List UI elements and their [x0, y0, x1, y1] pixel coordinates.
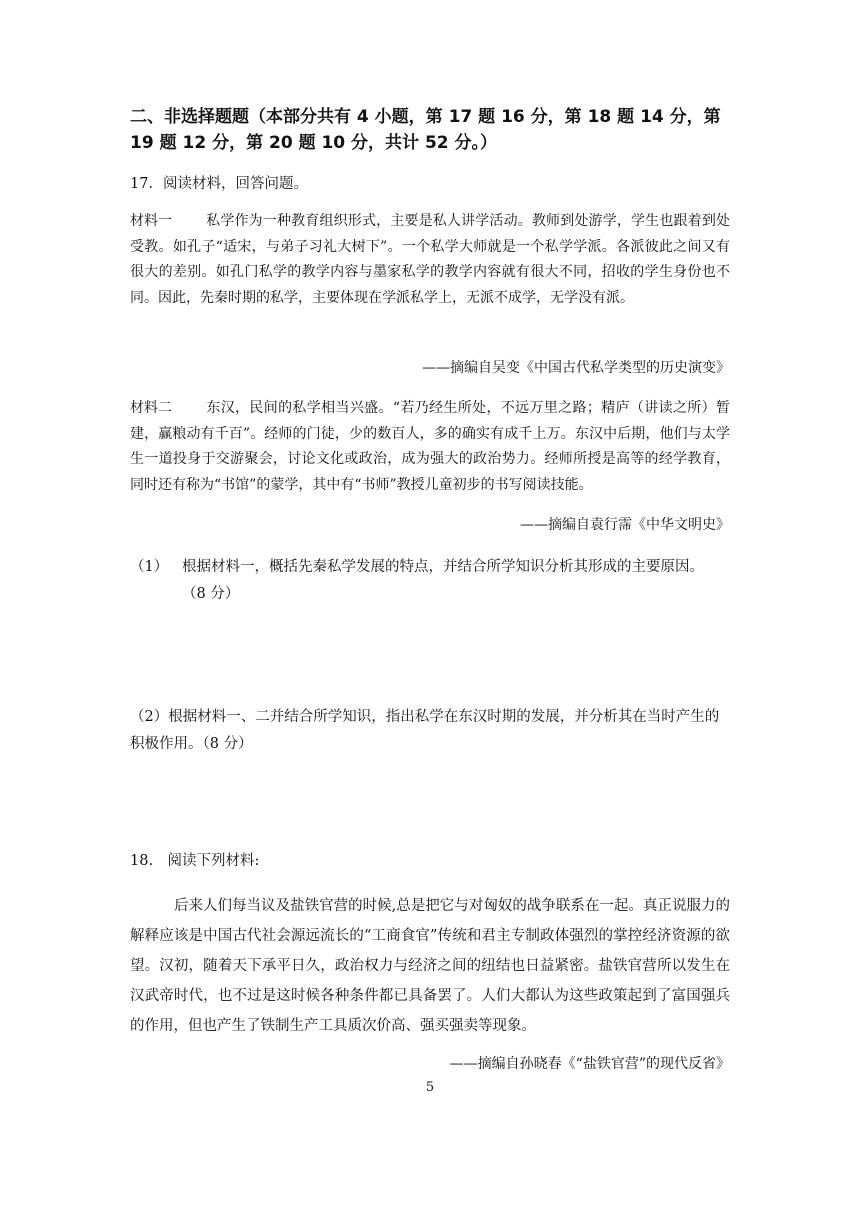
material-2-label: 材料二: [130, 400, 172, 416]
sub-1-text: 根据材料一，概括先秦私学发展的特点，并结合所学知识分析其形成的主要原因。: [182, 559, 704, 575]
question-17-sub-1: [130, 554, 730, 608]
question-18-material: 后来人们每当议及盐铁官营的时候,总是把它与对匈奴的战争联系在一起。真正说服力的解释应该是中国古代社会源远流长的“工商食官”传统和君主专制政体强烈的掌控经济资源的欲望。汉初，随着天下承平日久，政治权力与经济之间的纽结也日益紧密。盐铁官营所以发生在汉武帝时代，也不过是这时候各种条件都已具备罢了。人们大都认为这些政策起到了富国强兵的作用，但也产生了铁制生产工具质次价高、强买强卖等现象。: [130, 898, 730, 1034]
sub-1-line: [130, 554, 730, 581]
material-1-text: 私学作为一种教育组织形式，主要是私人讲学活动。教师到处游学，学生也跟着到处受教。如孔子“适宋，与弟子习礼大树下”。一个私学大师就是一个私学学派。各派彼此之间又有很大的差别。如孔门私学的教学内容与墨家私学的教学内容就有很大不同，招收的学生身份也不同。因此，先秦时期的私学，主要体现在学派私学上，无派不成学，无学没有派。: [130, 213, 730, 306]
material-2: [130, 396, 730, 498]
page-number: 5: [425, 1080, 435, 1095]
sub-1-score: （8 分）: [182, 586, 240, 602]
sub-1-number: （1）: [130, 559, 169, 575]
question-17-heading: 17．阅读材料，回答问题。: [130, 176, 308, 192]
material-1-label: 材料一: [130, 213, 172, 229]
question-18-heading: 18. 阅读下列材料:: [130, 853, 260, 869]
section-title: 二、非选择题题（本部分共有 4 小题，第 17 题 16 分，第 18 题 14 分，第 19 题 12 分，第 20 题 10 分，共计 52 分。）: [130, 107, 721, 153]
material-2-text: 东汉，民间的私学相当兴盛。“若乃经生所处，不远万里之路；精庐（讲读之所）暂建，赢粮动有千百”。经师的门徒，少的数百人，多的确实有成千上万。东汉中后期，他们与太学生一道投身于交游聚会，讨论文化或政治，成为强大的政治势力。经师所授是高等的经学教育，同时还有称为“书馆”的蒙学，其中有“书师”教授儿童初步的书写阅读技能。: [130, 400, 730, 493]
question-18-source: ——摘编自孙晓春《“盐铁官营”的现代反省》: [449, 1056, 730, 1072]
material-2-source: ——摘编自袁行霈《中华文明史》: [520, 517, 730, 533]
question-17-sub-2: （2）根据材料一、二并结合所学知识，指出私学在东汉时期的发展，并分析其在当时产生的积极作用。（8 分）: [130, 709, 720, 752]
material-1: [130, 209, 730, 311]
material-1-source: ——摘编自吴变《中国古代私学类型的历史演变》: [422, 360, 730, 376]
